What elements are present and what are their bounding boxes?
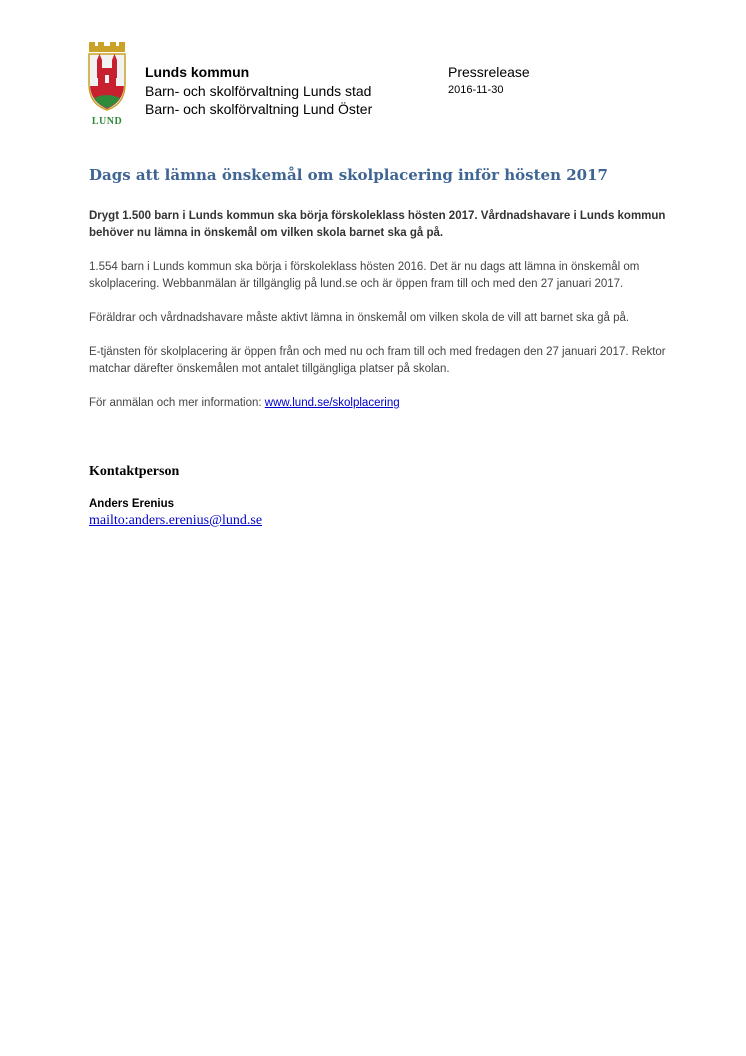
page-title: Dags att lämna önskemål om skolplacering inför hösten 2017	[89, 166, 608, 184]
org-line-1: Barn- och skolförvaltning Lunds stad	[145, 82, 372, 99]
paragraph-3: E-tjänsten för skolplacering är öppen från och med nu och fram till och med fredagen den 27 januari 2017. Rektor matchar därefter önskemålen mot antalet tillgängliga platser på skolan.	[89, 346, 666, 375]
org-name: Lunds kommun	[145, 64, 250, 80]
info-paragraph	[89, 395, 669, 412]
org-line-2: Barn- och skolförvaltning Lund Öster	[145, 101, 373, 117]
paragraph-2: Föräldrar och vårdnadshavare måste aktivt lämna in önskemål om vilken skola de vill att barnet ska gå på.	[89, 312, 630, 324]
logo-text: LUND	[91, 116, 123, 127]
info-prefix: För anmälan och mer information:	[89, 397, 265, 409]
contact-heading: Kontaktperson	[89, 464, 180, 479]
lead-paragraph: Drygt 1.500 barn i Lunds kommun ska börja förskoleklass hösten 2017. Vårdnadshavare i Lunds kommun behöver nu lämna in önskemål om vilken skola barnet ska gå på.	[89, 210, 666, 239]
lund-crest-logo	[86, 42, 128, 127]
press-info	[448, 63, 530, 96]
document-type: Pressrelease	[448, 64, 530, 80]
paragraph-1: 1.554 barn i Lunds kommun ska börja i förskoleklass hösten 2016. Det är nu dags att lämna in önskemål om skolplacering. Webbanmälan är tillgänglig på lund.se och är öppen fram till och med den 27 januari 2017.	[89, 261, 640, 290]
contact-email-link[interactable]: mailto:anders.erenius@lund.se	[89, 513, 263, 528]
article-body	[89, 208, 669, 429]
info-link[interactable]: www.lund.se/skolplacering	[264, 397, 400, 409]
contact-name: Anders Erenius	[89, 498, 174, 510]
organization-block	[145, 63, 372, 119]
document-date: 2016-11-30	[448, 84, 504, 96]
